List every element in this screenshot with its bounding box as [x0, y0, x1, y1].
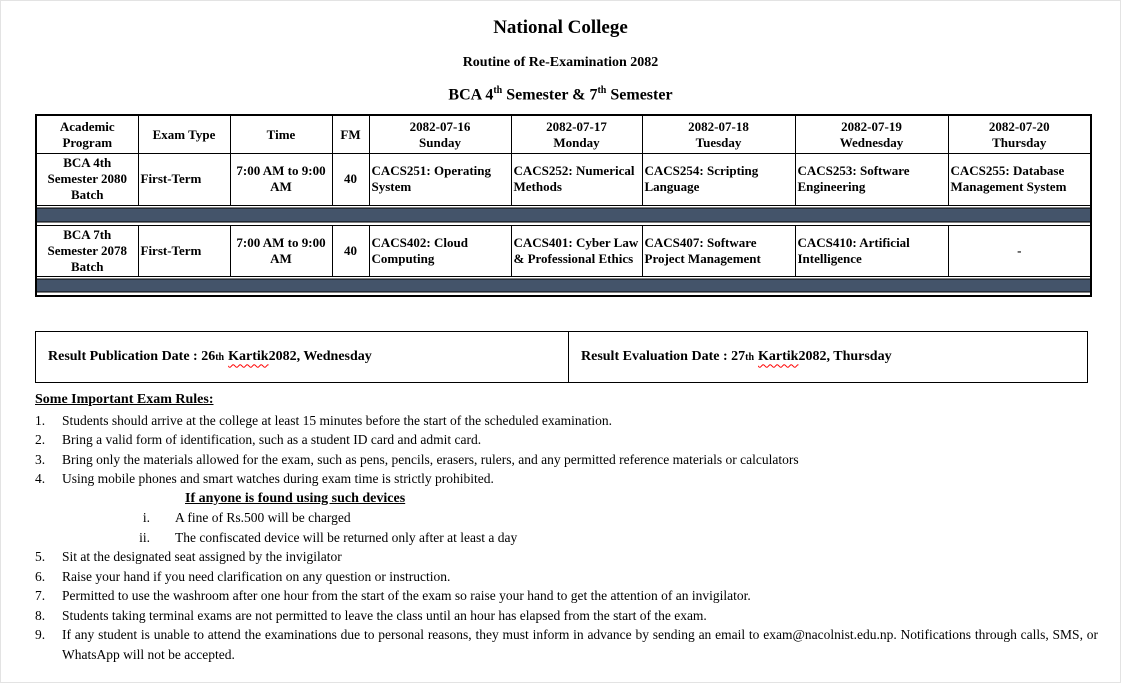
col-header-fm: FM: [332, 115, 369, 153]
header-day: Sunday: [419, 134, 461, 150]
time-cell: 7:00 AM to 9:00 AM: [230, 153, 332, 205]
rule-number: 9.: [35, 627, 46, 643]
rules-heading: Some Important Exam Rules:: [35, 392, 214, 408]
rule-text: Using mobile phones and smart watches during exam time is strictly prohibited.: [62, 471, 494, 487]
rule-text: Sit at the designated seat assigned by the invigilator: [62, 549, 342, 565]
col-header-time: Time: [230, 115, 332, 153]
table-header-row: [36, 115, 1091, 153]
exam-cell: CACS253: Software Engineering: [795, 153, 948, 205]
exam-cell: CACS255: Database Management System: [948, 153, 1091, 205]
rule-item-9: [35, 625, 1098, 664]
semester-subtitle: [0, 85, 1121, 104]
header-day: Thursday: [992, 134, 1047, 150]
exam-routine-table: [35, 114, 1092, 297]
rule-item-1: [35, 411, 1098, 431]
header-date: 2082-07-18: [688, 118, 749, 134]
semester-text: Semester: [606, 86, 673, 104]
rule-text: Bring a valid form of identification, such as a student ID card and admit card.: [62, 432, 482, 448]
separator-band: [36, 276, 1091, 296]
rule-text: Raise your hand if you need clarification on any question or instruction.: [62, 568, 451, 584]
rule-item-3: [35, 450, 1098, 470]
rule-text: Permitted to use the washroom after one hour from the start of the exam so raise your hand to get the attention of an invigilator.: [62, 588, 751, 604]
semester-text: Semester & 7: [502, 86, 598, 104]
rule-number: 5.: [35, 549, 46, 565]
col-header-exam-type: Exam Type: [138, 115, 230, 153]
subitem-number: ii.: [139, 529, 150, 545]
col-header-academic-program: Academic Program: [36, 115, 138, 153]
rule-number: 1.: [35, 412, 46, 428]
rule-number: 7.: [35, 588, 46, 604]
col-header-sunday: [369, 115, 511, 153]
rule-item-6: [35, 567, 1098, 587]
result-text: 2082, Wednesday: [268, 349, 372, 365]
device-warning-heading: If anyone is found using such devices: [185, 490, 406, 506]
col-header-tuesday: [642, 115, 795, 153]
rule-item-7: [35, 586, 1098, 606]
header-date: 2082-07-16: [409, 118, 471, 134]
device-warning-subitem-ii: [35, 528, 1098, 548]
exam-cell: CACS254: Scripting Language: [642, 153, 795, 205]
device-warning-subitem-i: [35, 508, 1098, 528]
rule-item-8: [35, 606, 1098, 626]
result-text: 2082, Thursday: [798, 349, 892, 365]
subitem-number: i.: [142, 510, 150, 526]
col-header-wednesday: [795, 115, 948, 153]
rule-number: 6.: [35, 568, 46, 584]
rule-number: 2.: [35, 432, 46, 448]
exam-type-cell: First-Term: [138, 225, 230, 276]
result-dates-box: [35, 331, 1088, 383]
rule-text: Bring only the materials allowed for the exam, such as pens, pencils, erasers, rulers, and any permitted reference materials or calculators: [62, 451, 799, 467]
exam-cell: CACS401: Cyber Law & Professional Ethics: [511, 225, 642, 276]
header-day: Wednesday: [839, 134, 904, 150]
semester-text: BCA 4: [448, 86, 494, 104]
exam-cell-empty: -: [948, 225, 1091, 276]
header-day: Tuesday: [695, 134, 742, 150]
fm-cell: 40: [332, 225, 369, 276]
separator-band: [36, 205, 1091, 225]
header-day: Monday: [553, 134, 600, 150]
col-header-thursday: [948, 115, 1091, 153]
col-header-monday: [511, 115, 642, 153]
result-publication-date: [36, 332, 569, 382]
ordinal-sup: th: [597, 85, 607, 96]
header-date: 2082-07-19: [841, 118, 902, 134]
header-date: 2082-07-17: [546, 118, 607, 134]
spellchecked-word: Kartik: [228, 349, 269, 365]
exam-cell: CACS407: Software Project Management: [642, 225, 795, 276]
rule-item-5: [35, 547, 1098, 567]
exam-cell: CACS410: Artificial Intelligence: [795, 225, 948, 276]
exam-cell: CACS252: Numerical Methods: [511, 153, 642, 205]
result-text: Result Evaluation Date : 27: [581, 349, 746, 365]
ordinal-sup: th: [745, 351, 755, 363]
exam-rules-section: [35, 390, 1098, 664]
rule-number: 4.: [35, 471, 46, 487]
rule-number: 8.: [35, 607, 46, 623]
exam-row-bca4: [36, 153, 1091, 205]
ordinal-sup: th: [215, 351, 225, 363]
result-evaluation-date: [569, 332, 1087, 382]
rule-item-4: [35, 469, 1098, 489]
exam-cell: CACS402: Cloud Computing: [369, 225, 511, 276]
spellchecked-word: Kartik: [758, 349, 799, 365]
program-cell: BCA 4th Semester 2080 Batch: [36, 153, 138, 205]
fm-cell: 40: [332, 153, 369, 205]
ordinal-sup: th: [493, 85, 503, 96]
exam-type-cell: First-Term: [138, 153, 230, 205]
exam-row-bca7: [36, 225, 1091, 276]
subitem-text: A fine of Rs.500 will be charged: [175, 510, 351, 526]
rule-number: 3.: [35, 451, 46, 467]
subitem-text: The confiscated device will be returned only after at least a day: [175, 529, 518, 545]
page-title: National College: [493, 17, 628, 38]
program-cell: BCA 7th Semester 2078 Batch: [36, 225, 138, 276]
routine-subtitle: Routine of Re-Examination 2082: [462, 55, 659, 70]
rule-item-2: [35, 430, 1098, 450]
exam-cell: CACS251: Operating System: [369, 153, 511, 205]
result-text: Result Publication Date : 26: [48, 349, 216, 365]
rule-text: Students taking terminal exams are not permitted to leave the class until an hour has elapsed from the start of the exam.: [62, 607, 707, 623]
rule-text: If any student is unable to attend the examinations due to personal reasons, they must inform in advance by sending an email to exam@nacolnist.edu.np. Notifications through calls, SMS, or WhatsApp will not be accepted.: [62, 627, 1098, 662]
rule-text: Students should arrive at the college at least 15 minutes before the start of the scheduled examination.: [62, 412, 612, 428]
time-cell: 7:00 AM to 9:00 AM: [230, 225, 332, 276]
header-date: 2082-07-20: [988, 118, 1050, 134]
